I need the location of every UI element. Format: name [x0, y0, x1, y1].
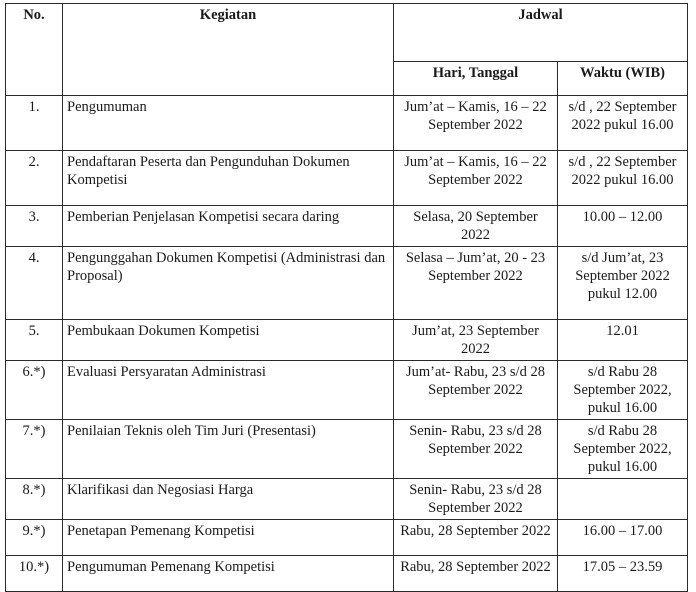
- cell-no: 3.: [6, 206, 63, 247]
- table-row: [6, 361, 688, 420]
- cell-hari-tanggal: Senin- Rabu, 23 s/d 28 September 2022: [394, 420, 558, 479]
- cell-kegiatan: Evaluasi Persyaratan Administrasi: [63, 361, 394, 420]
- cell-waktu: [558, 479, 688, 520]
- cell-kegiatan: Pembukaan Dokumen Kompetisi: [63, 320, 394, 361]
- table-row: [6, 420, 688, 479]
- cell-waktu: 10.00 – 12.00: [558, 206, 688, 247]
- header-jadwal: Jadwal: [394, 4, 688, 62]
- cell-no: 1.: [6, 96, 63, 151]
- cell-waktu: 17.05 – 23.59: [558, 556, 688, 592]
- header-waktu: Waktu (WIB): [558, 62, 688, 96]
- cell-waktu: s/d Rabu 28 September 2022, pukul 16.00: [558, 361, 688, 420]
- cell-kegiatan: Penetapan Pemenang Kompetisi: [63, 520, 394, 556]
- table-row: [6, 151, 688, 206]
- cell-no: 5.: [6, 320, 63, 361]
- cell-no: 9.*): [6, 520, 63, 556]
- cell-hari-tanggal: Rabu, 28 September 2022: [394, 556, 558, 592]
- cell-hari-tanggal: Rabu, 28 September 2022: [394, 520, 558, 556]
- table-row: [6, 96, 688, 151]
- schedule-table: [5, 3, 688, 592]
- cell-waktu: s/d Jum’at, 23 September 2022 pukul 12.00: [558, 247, 688, 320]
- cell-no: 8.*): [6, 479, 63, 520]
- header-no: No.: [6, 4, 63, 96]
- cell-kegiatan: Pengumuman Pemenang Kompetisi: [63, 556, 394, 592]
- cell-hari-tanggal: Selasa, 20 September 2022: [394, 206, 558, 247]
- cell-hari-tanggal: Senin- Rabu, 23 s/d 28 September 2022: [394, 479, 558, 520]
- cell-waktu: 12.01: [558, 320, 688, 361]
- header-hari-tanggal: Hari, Tanggal: [394, 62, 558, 96]
- cell-no: 4.: [6, 247, 63, 320]
- cell-no: 6.*): [6, 361, 63, 420]
- header-kegiatan: Kegiatan: [63, 4, 394, 96]
- table-row: [6, 520, 688, 556]
- cell-no: 2.: [6, 151, 63, 206]
- cell-kegiatan: Pemberian Penjelasan Kompetisi secara daring: [63, 206, 394, 247]
- cell-hari-tanggal: Selasa – Jum’at, 20 - 23 September 2022: [394, 247, 558, 320]
- table-row: [6, 247, 688, 320]
- cell-kegiatan: Pengunggahan Dokumen Kompetisi (Administrasi dan Proposal): [63, 247, 394, 320]
- cell-hari-tanggal: Jum’at – Kamis, 16 – 22 September 2022: [394, 151, 558, 206]
- table-row: [6, 479, 688, 520]
- cell-waktu: 16.00 – 17.00: [558, 520, 688, 556]
- cell-no: 7.*): [6, 420, 63, 479]
- cell-waktu: s/d Rabu 28 September 2022, pukul 16.00: [558, 420, 688, 479]
- cell-waktu: s/d , 22 September 2022 pukul 16.00: [558, 96, 688, 151]
- table-row: [6, 556, 688, 592]
- cell-waktu: s/d , 22 September 2022 pukul 16.00: [558, 151, 688, 206]
- cell-hari-tanggal: Jum’at- Rabu, 23 s/d 28 September 2022: [394, 361, 558, 420]
- cell-kegiatan: Klarifikasi dan Negosiasi Harga: [63, 479, 394, 520]
- cell-kegiatan: Pengumuman: [63, 96, 394, 151]
- cell-no: 10.*): [6, 556, 63, 592]
- cell-hari-tanggal: Jum’at – Kamis, 16 – 22 September 2022: [394, 96, 558, 151]
- table-row: [6, 206, 688, 247]
- table-row: [6, 320, 688, 361]
- header-row: [6, 4, 688, 62]
- cell-kegiatan: Penilaian Teknis oleh Tim Juri (Presentasi): [63, 420, 394, 479]
- cell-hari-tanggal: Jum’at, 23 September 2022: [394, 320, 558, 361]
- cell-kegiatan: Pendaftaran Peserta dan Pengunduhan Dokumen Kompetisi: [63, 151, 394, 206]
